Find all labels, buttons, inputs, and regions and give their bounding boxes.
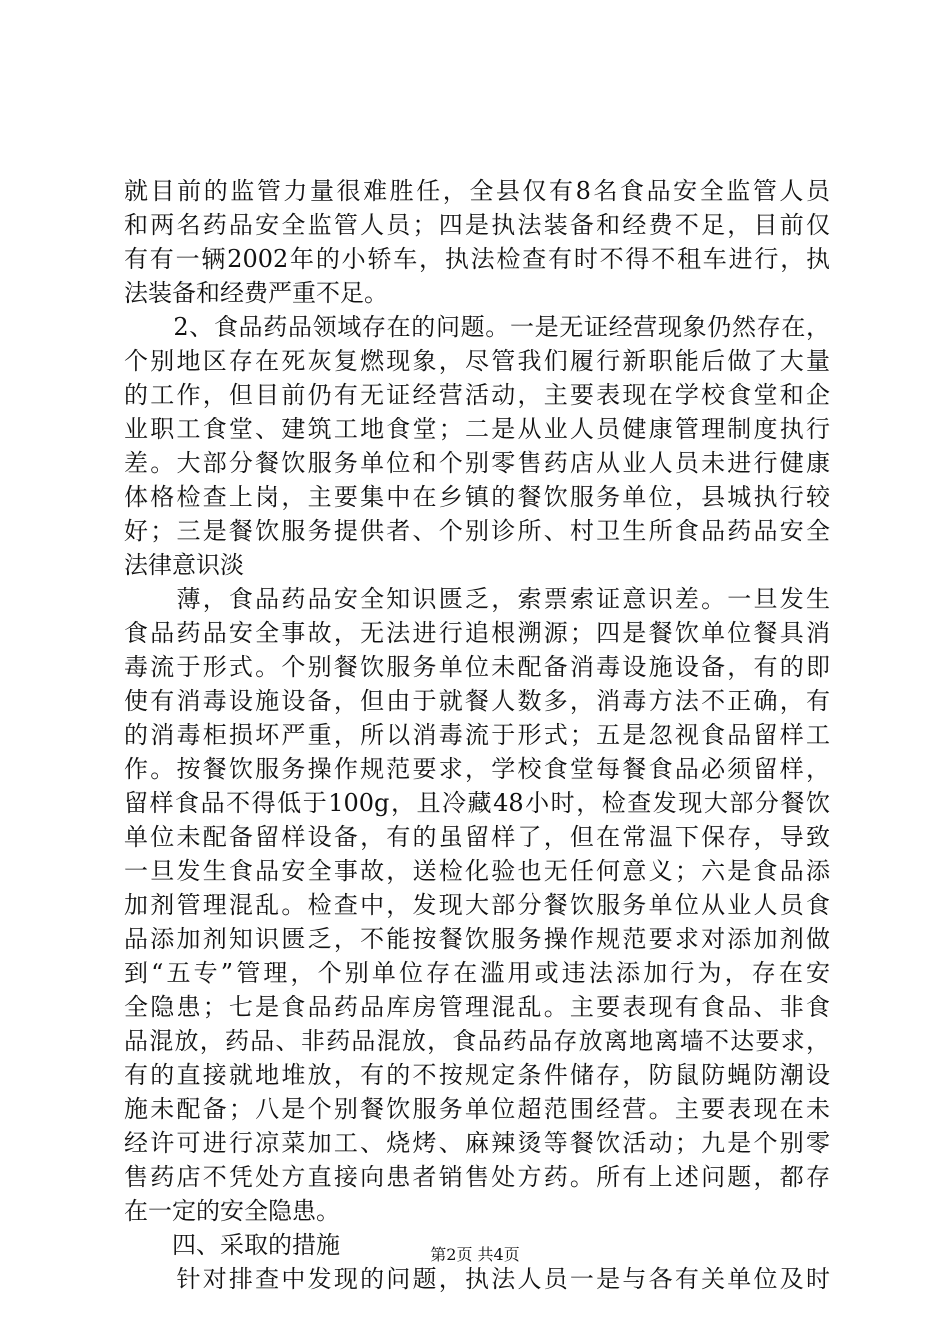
text-line: 四、采取的措施 <box>124 1231 340 1259</box>
page-footer: 第2页 共4页 <box>430 1245 520 1264</box>
text-line: 毒流于形式。个别餐饮服务单位未配备消毒设施设备，有的即 <box>124 653 830 681</box>
text-line: 单位未配备留样设备，有的虽留样了，但在常温下保存，导致 <box>124 823 830 851</box>
text-line: 在一定的安全隐患。 <box>124 1197 340 1225</box>
text-line: 和两名药品安全监管人员；四是执法装备和经费不足，目前仅 <box>124 211 830 239</box>
text-line: 一旦发生食品安全事故，送检化验也无任何意义；六是食品添 <box>124 857 830 885</box>
text-line: 就目前的监管力量很难胜任，全县仅有8名食品安全监管人员 <box>124 177 830 205</box>
text-line: 法律意识淡 <box>124 551 244 579</box>
text-line: 薄，食品药品安全知识匮乏，索票索证意识差。一旦发生 <box>124 585 830 613</box>
text-line: 到“五专”管理，个别单位存在滥用或违法添加行为，存在安 <box>124 959 830 987</box>
text-line: 的工作，但目前仍有无证经营活动，主要表现在学校食堂和企 <box>124 381 830 409</box>
text-line: 售药店不凭处方直接向患者销售处方药。所有上述问题，都存 <box>124 1163 830 1191</box>
text-line: 针对排查中发现的问题，执法人员一是与各有关单位及时 <box>124 1265 830 1293</box>
text-line: 品混放，药品、非药品混放，食品药品存放离地离墙不达要求， <box>124 1027 830 1055</box>
text-line: 留样食品不得低于100g，且冷藏48小时，检查发现大部分餐饮 <box>124 789 830 817</box>
text-line: 好；三是餐饮服务提供者、个别诊所、村卫生所食品药品安全 <box>124 517 830 545</box>
text-line: 加剂管理混乱。检查中，发现大部分餐饮服务单位从业人员食 <box>124 891 830 919</box>
text-line: 的消毒柜损坏严重，所以消毒流于形式；五是忽视食品留样工 <box>124 721 830 749</box>
text-line: 全隐患；七是食品药品库房管理混乱。主要表现有食品、非食 <box>124 993 830 1021</box>
text-line: 食品药品安全事故，无法进行追根溯源；四是餐饮单位餐具消 <box>124 619 830 647</box>
text-line: 业职工食堂、建筑工地食堂；二是从业人员健康管理制度执行 <box>124 415 830 443</box>
text-line: 作。按餐饮服务操作规范要求，学校食堂每餐食品必须留样， <box>124 755 830 783</box>
text-line: 施未配备；八是个别餐饮服务单位超范围经营。主要表现在未 <box>124 1095 830 1123</box>
text-line: 个别地区存在死灰复燃现象，尽管我们履行新职能后做了大量 <box>124 347 830 375</box>
text-line: 经许可进行凉菜加工、烧烤、麻辣烫等餐饮活动；九是个别零 <box>124 1129 830 1157</box>
text-line: 有有一辆2002年的小轿车，执法检查有时不得不租车进行，执 <box>124 245 830 273</box>
text-line: 使有消毒设施设备，但由于就餐人数多，消毒方法不正确，有 <box>124 687 830 715</box>
text-line: 品添加剂知识匮乏，不能按餐饮服务操作规范要求对添加剂做 <box>124 925 830 953</box>
text-line: 体格检查上岗，主要集中在乡镇的餐饮服务单位，县城执行较 <box>124 483 830 511</box>
text-line: 法装备和经费严重不足。 <box>124 279 388 307</box>
text-line: 有的直接就地堆放，有的不按规定条件储存，防鼠防蝇防潮设 <box>124 1061 830 1089</box>
body-text <box>124 174 830 1296</box>
text-line: 2、食品药品领域存在的问题。一是无证经营现象仍然存在， <box>124 313 830 341</box>
text-line: 差。大部分餐饮服务单位和个别零售药店从业人员未进行健康 <box>124 449 830 477</box>
